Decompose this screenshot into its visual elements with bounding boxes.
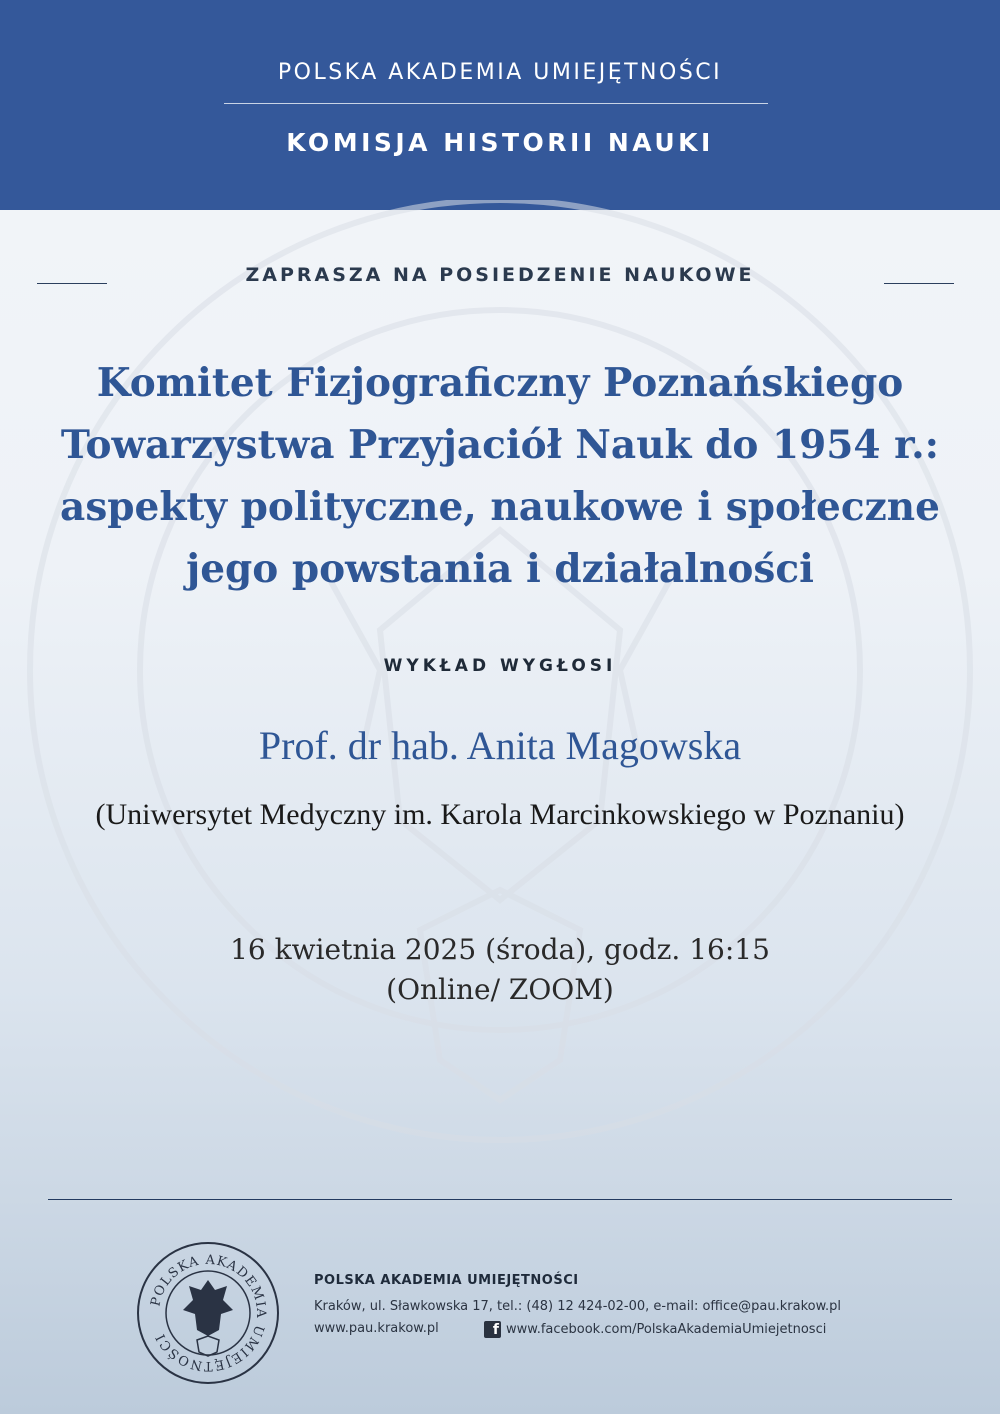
footer-address: Kraków, ul. Sławkowska 17, tel.: (48) 12 424-02-00, e-mail: office@pau.krakow.pl	[314, 1299, 842, 1314]
svg-text:POLSKA AKADEMIA UMIEJĘTNOŚCI: POLSKA AKADEMIA UMIEJĘTNOŚCI	[148, 1252, 269, 1374]
event-details	[0, 930, 1000, 1010]
header-banner	[0, 0, 1000, 210]
invitation-rule-right	[884, 283, 954, 284]
event-location: (Online/ ZOOM)	[386, 973, 614, 1006]
lecture-label: WYKŁAD WYGŁOSI	[383, 656, 617, 676]
lecture-title	[20, 352, 980, 600]
title-line: Komitet Fizjograficzny Poznańskiego	[96, 360, 904, 406]
header-divider	[224, 103, 768, 104]
title-line: aspekty polityczne, naukowe i społeczne	[60, 484, 940, 530]
speaker-affiliation: (Uniwersytet Medyczny im. Karola Marcinkowskiego w Poznaniu)	[95, 798, 905, 831]
event-date: 16 kwietnia 2025 (środa), godz. 16:15	[230, 933, 770, 966]
footer-website-link[interactable]: www.pau.krakow.pl	[314, 1321, 439, 1336]
footer-divider	[48, 1199, 952, 1200]
footer-organization: POLSKA AKADEMIA UMIEJĘTNOŚCI	[314, 1273, 579, 1288]
facebook-url[interactable]: www.facebook.com/PolskaAkademiaUmiejetnosci	[506, 1322, 827, 1337]
header-commission: KOMISJA HISTORII NAUKI	[286, 128, 714, 157]
invitation-text: ZAPRASZA NA POSIEDZENIE NAUKOWE	[245, 264, 755, 286]
facebook-icon: f	[484, 1321, 501, 1338]
title-line: jego powstania i działalności	[186, 546, 814, 592]
seal-watermark	[0, 200, 1000, 1180]
title-line: Towarzystwa Przyjaciół Nauk do 1954 r.:	[60, 422, 940, 468]
header-organization: POLSKA AKADEMIA UMIEJĘTNOŚCI	[277, 60, 723, 85]
academy-seal-logo	[135, 1240, 281, 1386]
footer-facebook-link[interactable]	[484, 1321, 826, 1338]
speaker-name: Prof. dr hab. Anita Magowska	[258, 723, 742, 768]
